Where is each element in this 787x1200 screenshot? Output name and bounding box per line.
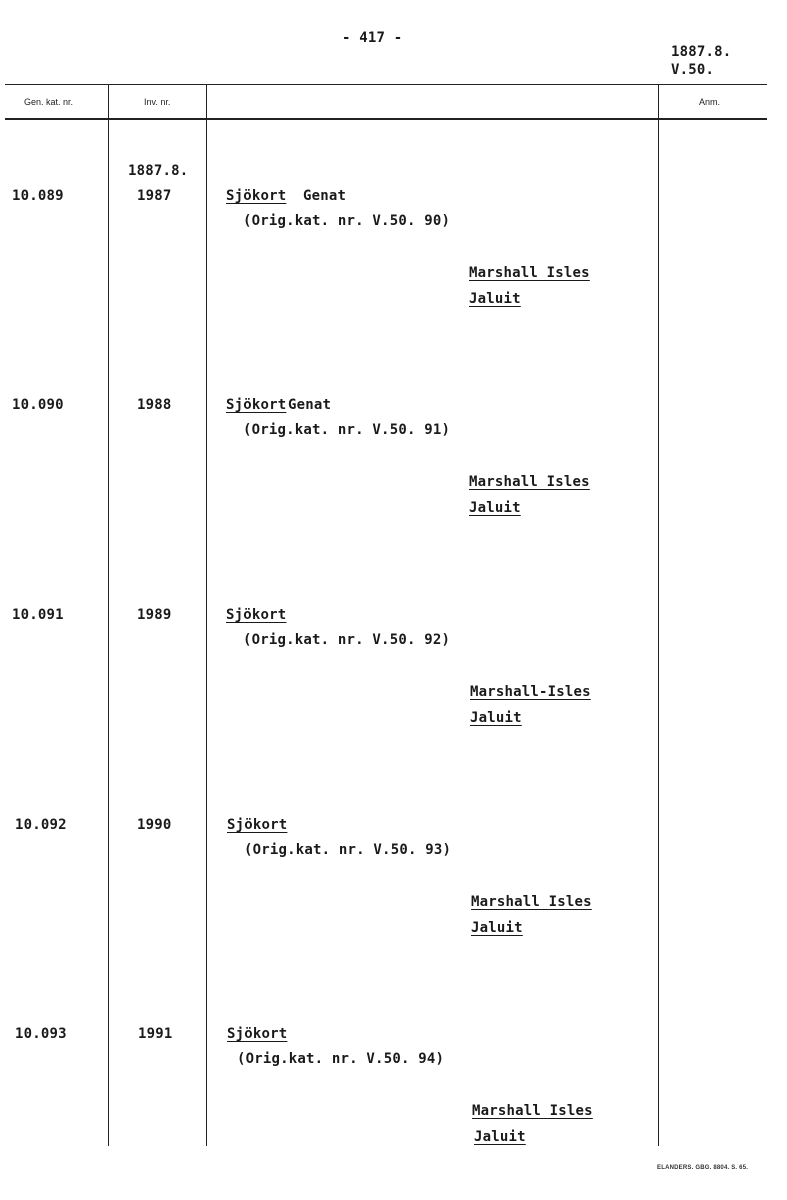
header-top-rule <box>5 84 767 85</box>
entry-note: Genat <box>288 397 332 413</box>
place-name: Marshall Isles <box>471 894 592 910</box>
entry-note: Genat <box>303 188 347 204</box>
place-name: Marshall Isles <box>472 1103 593 1119</box>
page-number: - 417 - <box>342 30 403 46</box>
place-name: Marshall Isles <box>469 265 590 281</box>
inv-nr: 1990 <box>137 817 172 833</box>
header-bottom-rule <box>5 118 767 120</box>
gen-kat-nr: 10.090 <box>12 397 64 413</box>
sub-place: Jaluit <box>471 920 523 936</box>
column-divider-3 <box>658 84 659 1146</box>
printer-imprint: ELANDERS. GBG. 8804. S. 65. <box>657 1165 749 1171</box>
entry-title: Sjökort <box>226 188 287 204</box>
year-label: 1887.8. <box>128 163 189 179</box>
header-anm: Anm. <box>699 97 721 107</box>
orig-kat-ref: (Orig.kat. nr. V.50. 93) <box>244 842 452 858</box>
entry-title: Sjökort <box>226 397 287 413</box>
inv-nr: 1991 <box>138 1026 173 1042</box>
inv-nr: 1989 <box>137 607 172 623</box>
header-inv-nr: Inv. nr. <box>144 97 171 107</box>
sub-place: Jaluit <box>470 710 522 726</box>
entry-title: Sjökort <box>227 817 288 833</box>
sub-place: Jaluit <box>469 291 521 307</box>
gen-kat-nr: 10.091 <box>12 607 64 623</box>
entry-title: Sjökort <box>227 1026 288 1042</box>
place-name: Marshall-Isles <box>470 684 591 700</box>
sub-place: Jaluit <box>469 500 521 516</box>
orig-kat-ref: (Orig.kat. nr. V.50. 90) <box>243 213 451 229</box>
corner-year: 1887.8. <box>671 44 732 60</box>
header-gen-kat-nr: Gen. kat. nr. <box>24 97 74 107</box>
sub-place: Jaluit <box>474 1129 526 1145</box>
inv-nr: 1988 <box>137 397 172 413</box>
column-divider-2 <box>206 84 207 1146</box>
gen-kat-nr: 10.093 <box>15 1026 67 1042</box>
orig-kat-ref: (Orig.kat. nr. V.50. 92) <box>243 632 451 648</box>
gen-kat-nr: 10.089 <box>12 188 64 204</box>
inv-nr: 1987 <box>137 188 172 204</box>
orig-kat-ref: (Orig.kat. nr. V.50. 94) <box>237 1051 445 1067</box>
corner-series: V.50. <box>671 62 715 78</box>
gen-kat-nr: 10.092 <box>15 817 67 833</box>
place-name: Marshall Isles <box>469 474 590 490</box>
column-divider-1 <box>108 84 109 1146</box>
entry-title: Sjökort <box>226 607 287 623</box>
orig-kat-ref: (Orig.kat. nr. V.50. 91) <box>243 422 451 438</box>
